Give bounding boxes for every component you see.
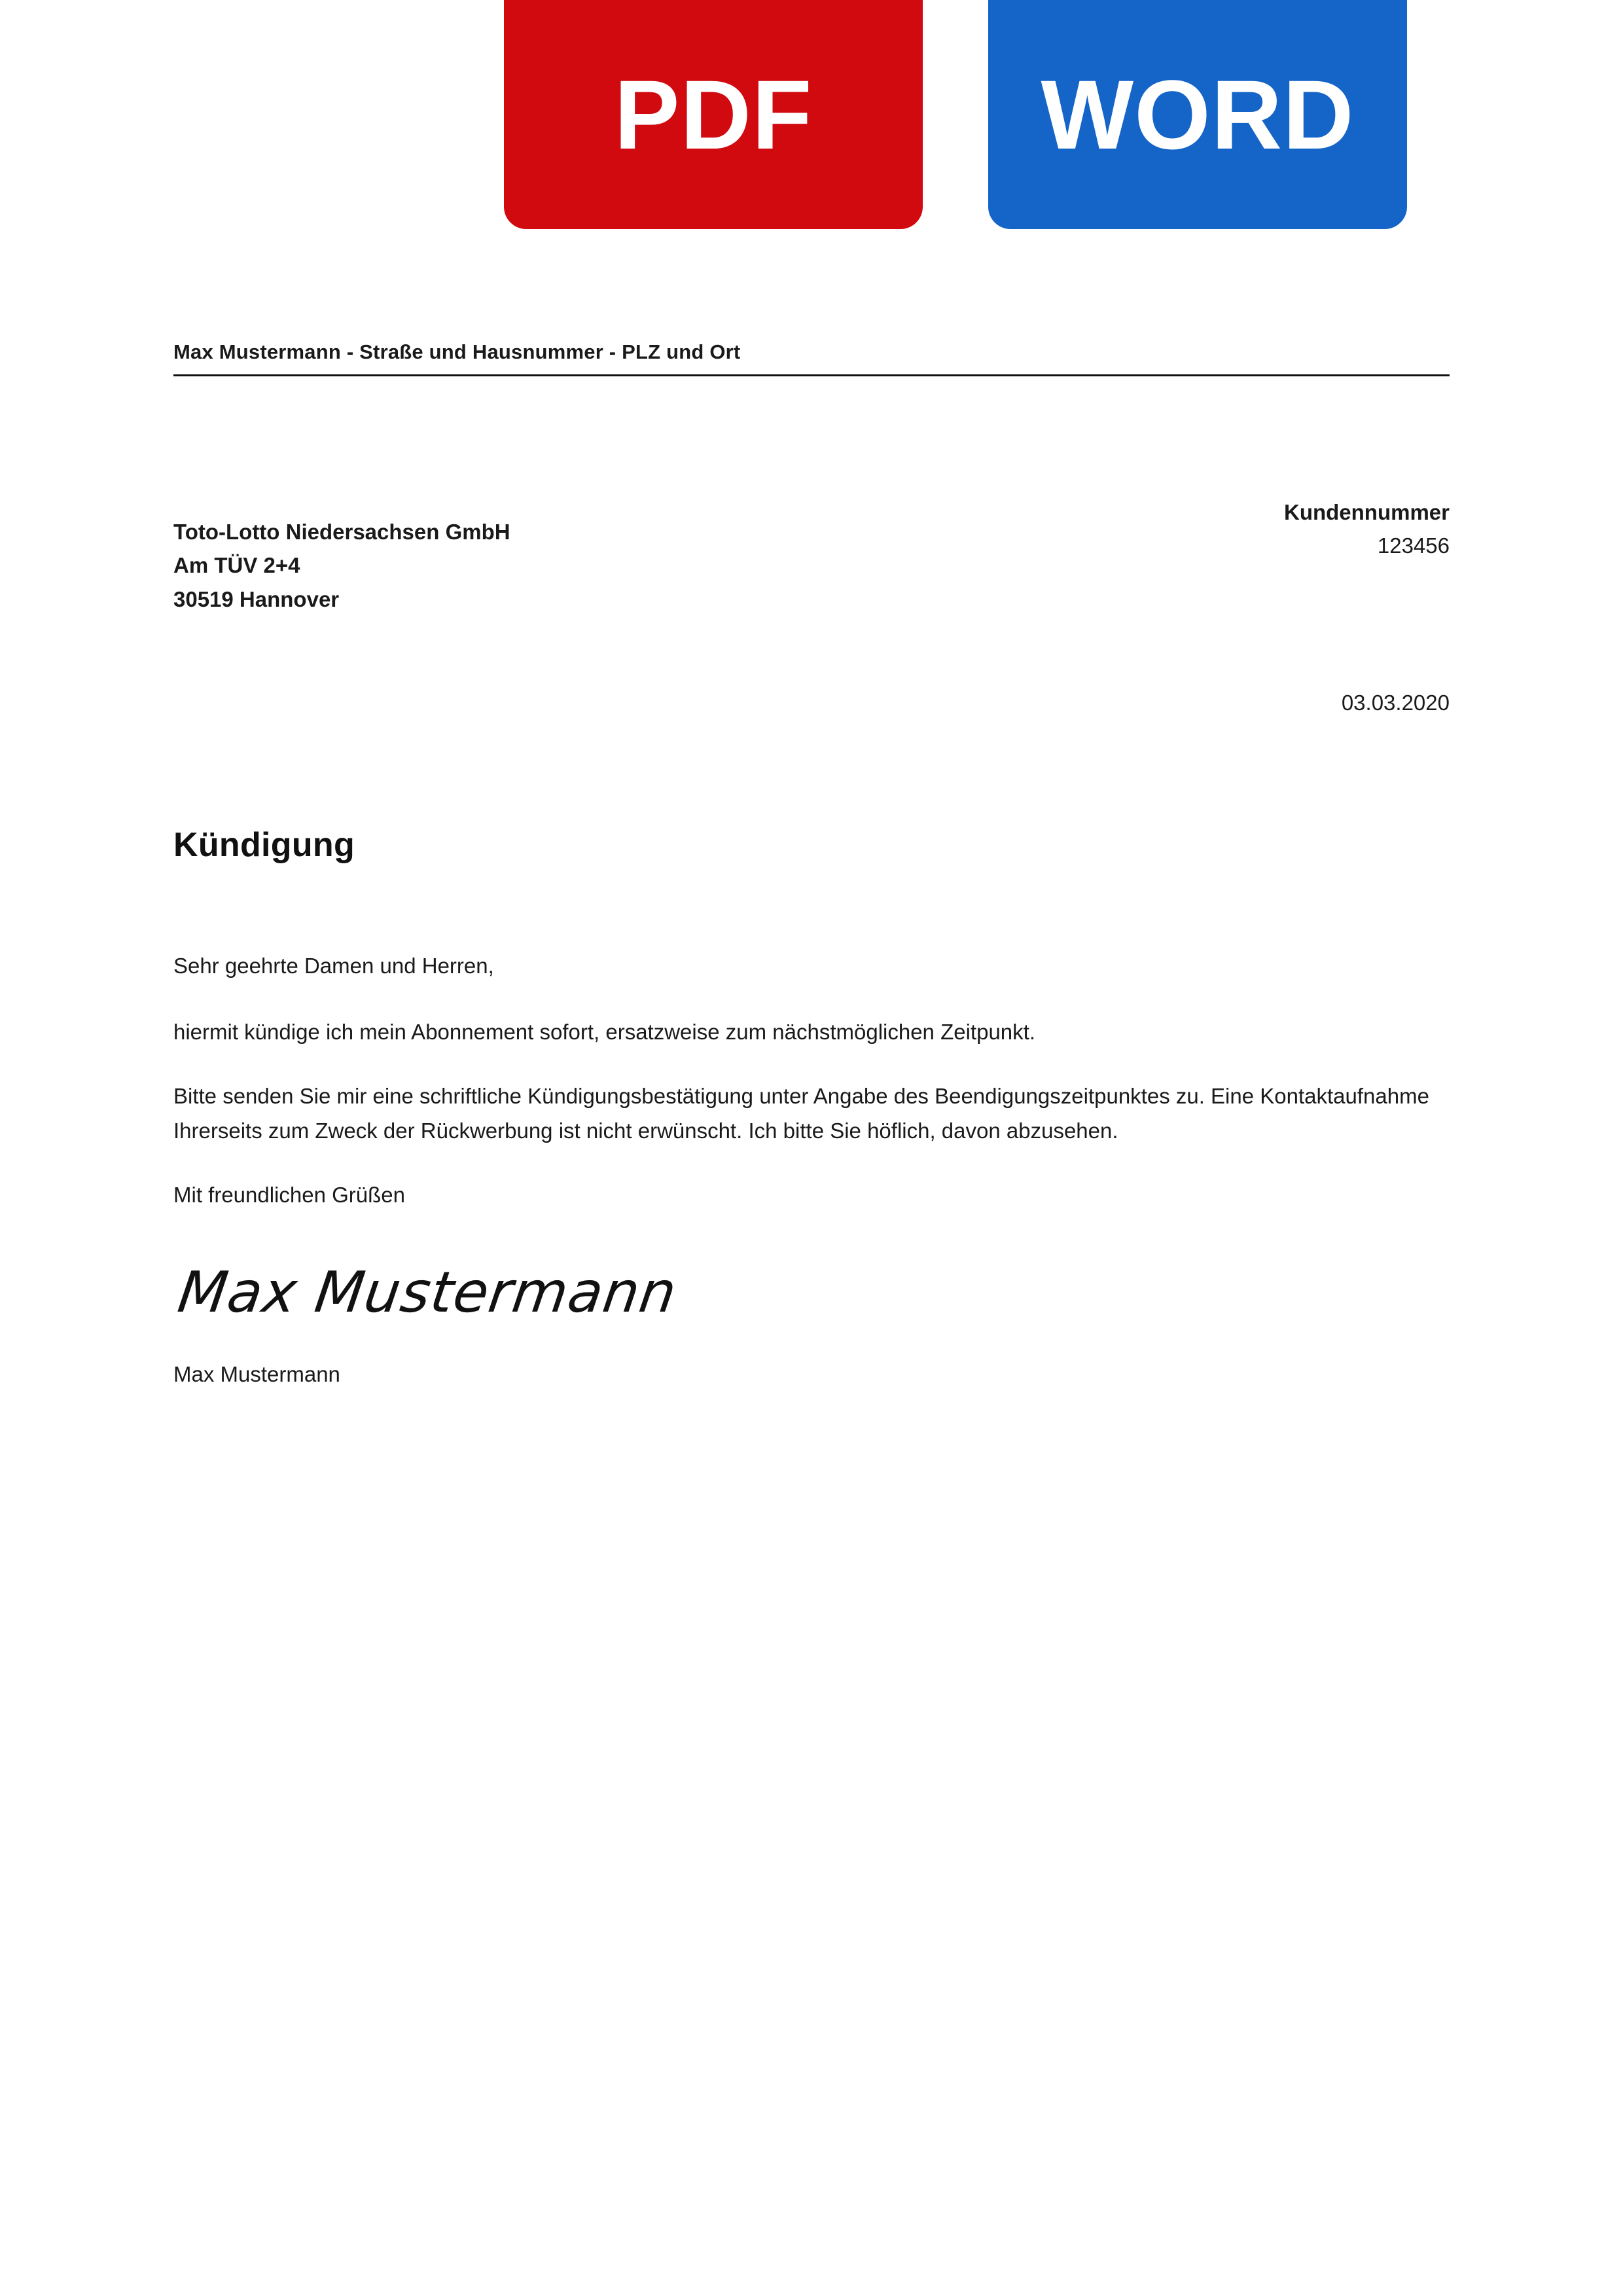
customer-number-value: 123456 — [1377, 533, 1450, 558]
customer-number-label: Kundennummer — [1283, 500, 1450, 524]
recipient-street: Am TÜV 2+4 — [173, 553, 300, 578]
download-word-button[interactable]: WORD — [988, 0, 1407, 229]
customer-number-block — [1284, 495, 1450, 563]
salutation: Sehr geehrte Damen und Herren, — [173, 954, 494, 978]
recipient-city: 30519 Hannover — [173, 586, 340, 611]
sender-address-line: Max Mustermann - Straße und Hausnummer - PLZ und Ort — [173, 340, 1450, 376]
letter-body — [173, 948, 1450, 1212]
body-paragraph-2: Bitte senden Sie mir eine schriftliche Kündigungsbestätigung unter Angabe des Beendigungszeitpunktes zu. Eine Kontaktaufnahme Ihrerseits zum Zweck der Rückwerbung ist nicht erwünscht. Ich bitte Sie höflich, davon abzusehen. — [173, 1083, 1429, 1143]
signature-printed-name: Max Mustermann — [173, 1361, 340, 1386]
body-paragraph-1: hiermit kündige ich mein Abonnement sofort, ersatzweise zum nächstmöglichen Zeitpunkt. — [173, 1020, 1035, 1045]
download-pdf-button[interactable]: PDF — [504, 0, 923, 229]
letter-subject: Kündigung — [173, 826, 355, 864]
recipient-company: Toto-Lotto Niedersachsen GmbH — [173, 520, 510, 544]
letter-date: 03.03.2020 — [1341, 691, 1450, 715]
letter-meta-block — [173, 495, 1450, 633]
closing-line: Mit freundlichen Grüßen — [173, 1182, 405, 1207]
handwritten-signature: Max Mustermann — [174, 1260, 681, 1326]
recipient-address — [173, 515, 510, 616]
download-buttons — [504, 0, 1407, 229]
letter-document — [173, 340, 1450, 1387]
